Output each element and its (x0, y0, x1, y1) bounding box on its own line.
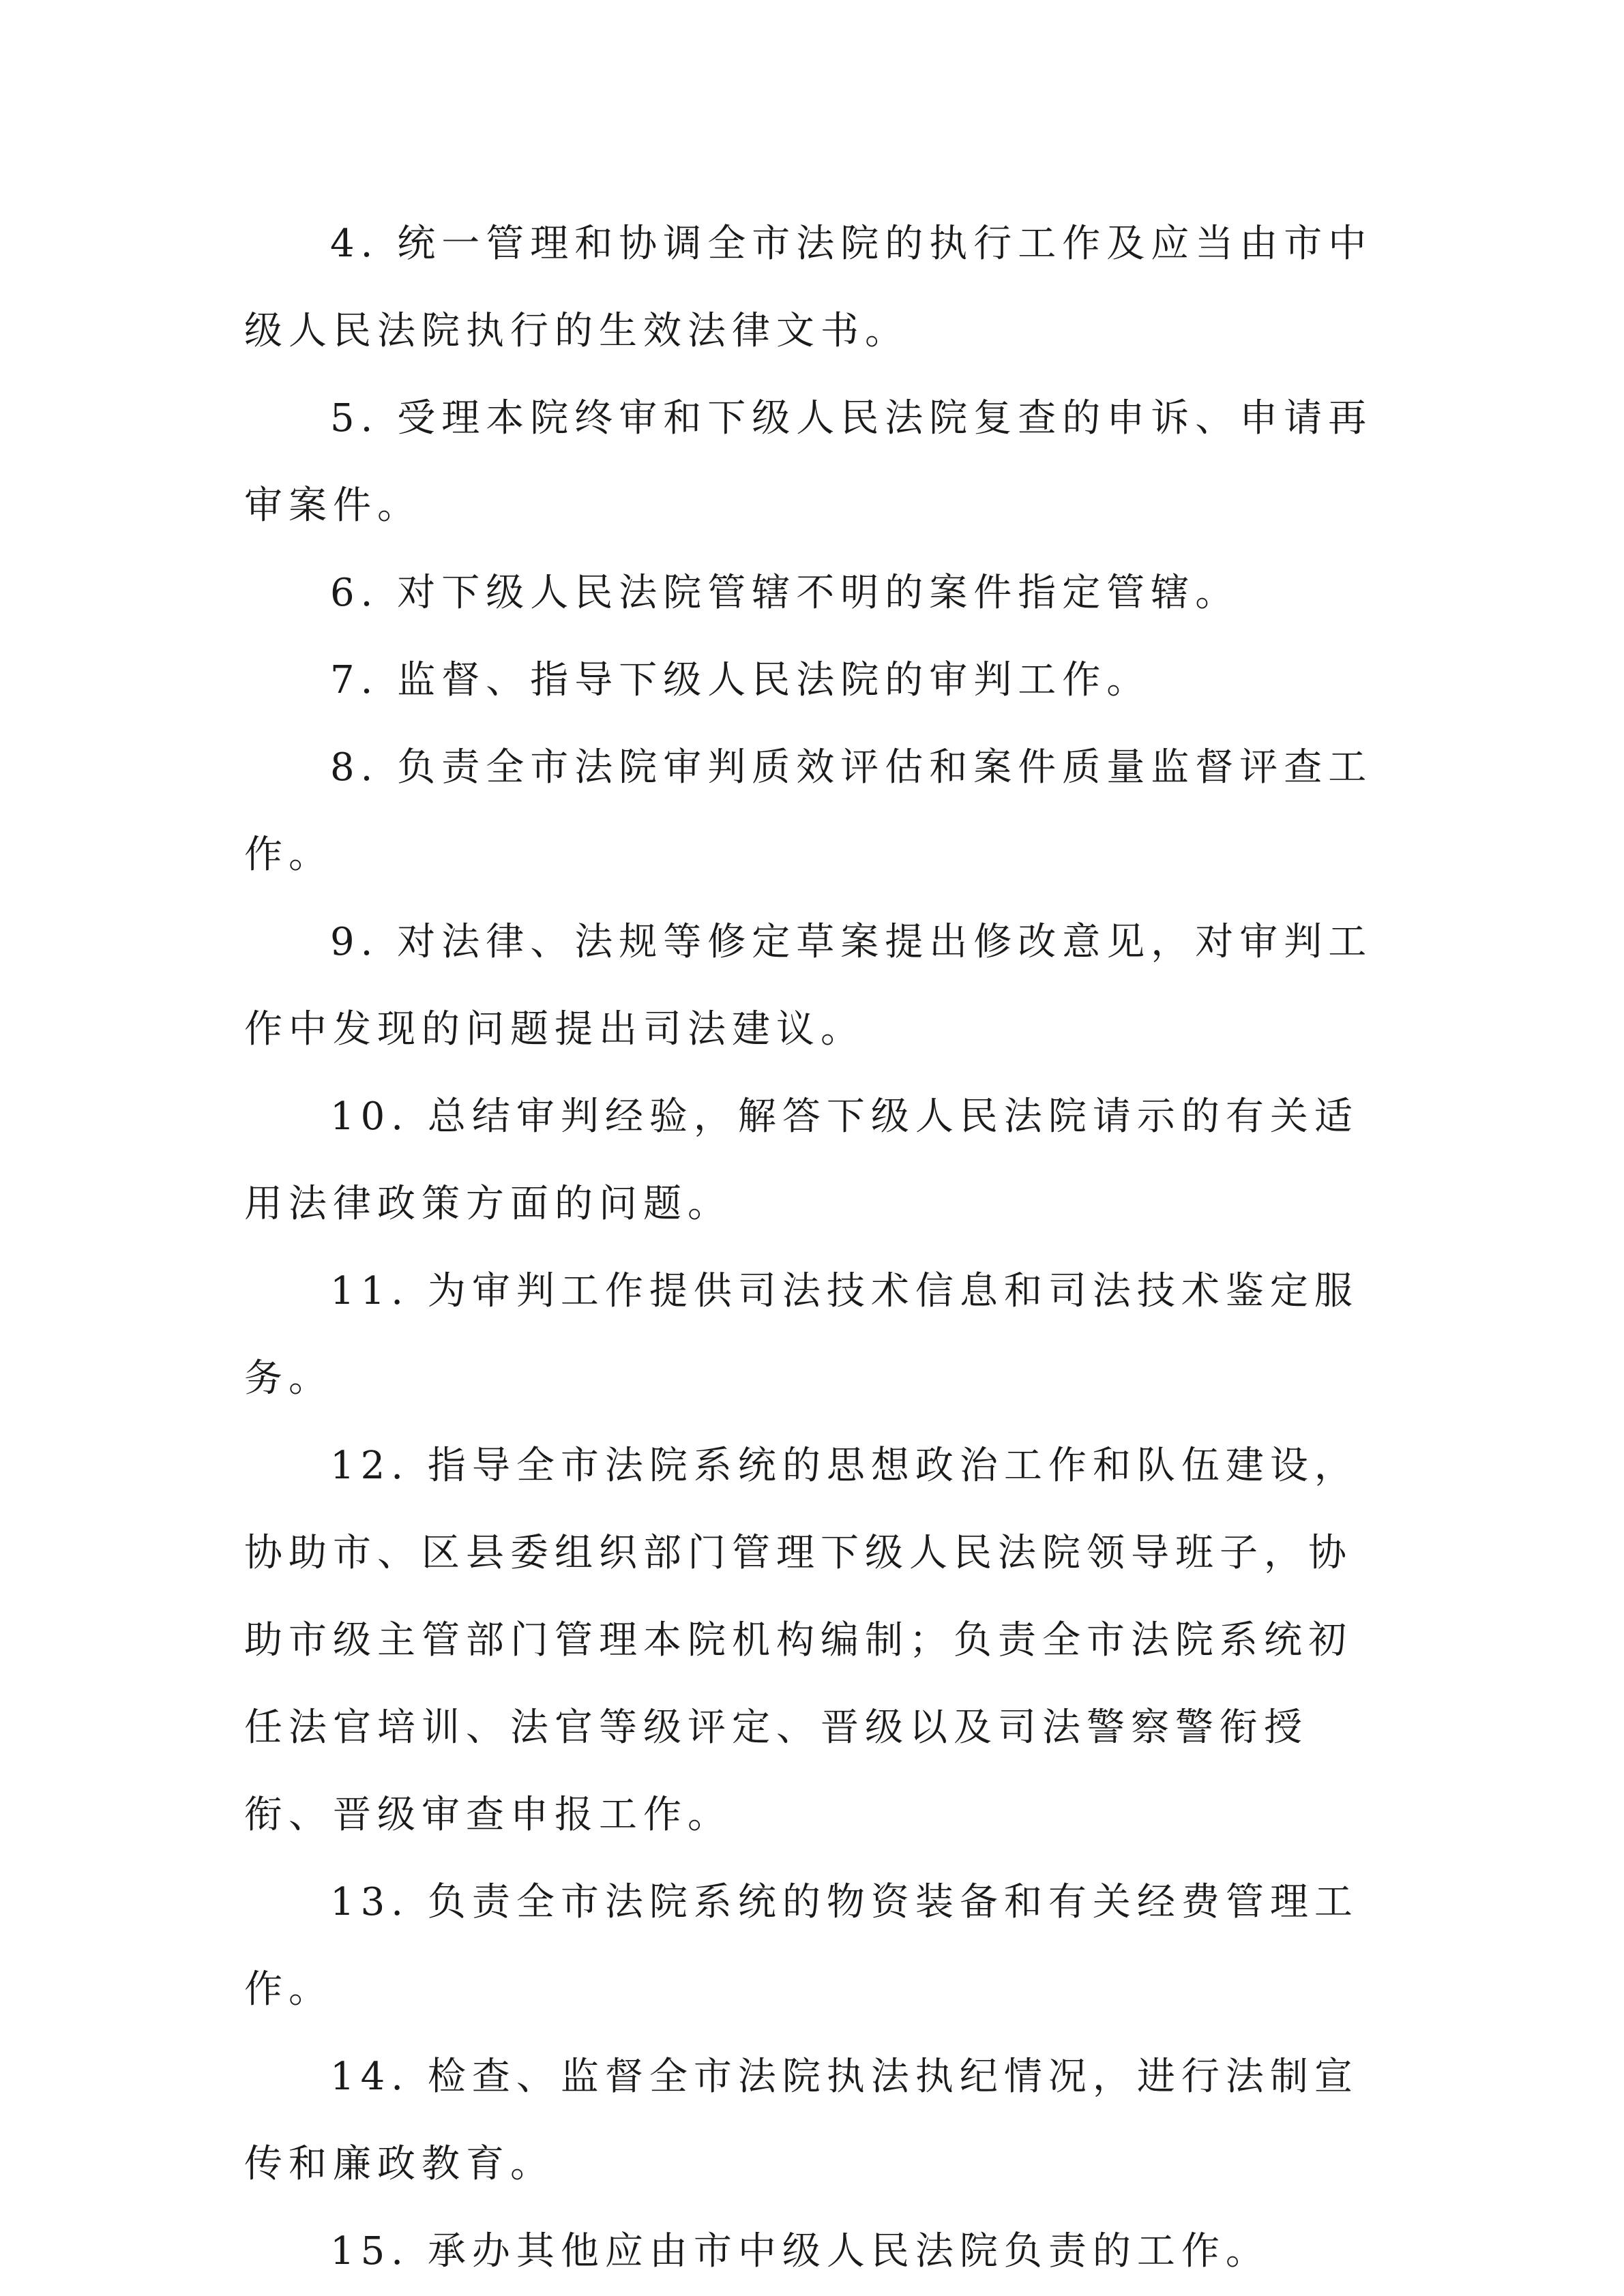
paragraph-item-7: 7. 监督、指导下级人民法院的审判工作。 (330, 658, 1151, 702)
paragraph-item-8: 8. 负责全市法院审判质效评估和案件质量监督评查工作。 (244, 745, 1373, 877)
paragraph-item-13: 13. 负责全市法院系统的物资装备和有关经费管理工作。 (244, 1880, 1359, 2012)
paragraph-item-6: 6. 对下级人民法院管辖不明的案件指定管辖。 (330, 571, 1240, 615)
paragraph-item-4: 4. 统一管理和协调全市法院的执行工作及应当由市中级人民法院执行的生效法律文书。 (244, 222, 1373, 353)
paragraph-item-14: 14. 检查、监督全市法院执法执纪情况，进行法制宣传和廉政教育。 (244, 2055, 1359, 2186)
paragraph-item-10: 10. 总结审判经验，解答下级人民法院请示的有关适用法律政策方面的问题。 (244, 1094, 1359, 1226)
paragraph-item-15: 15. 承办其他应由市中级人民法院负责的工作。 (330, 2229, 1270, 2273)
paragraph-item-5: 5. 受理本院终审和下级人民法院复查的申诉、申请再审案件。 (244, 396, 1373, 528)
paragraph-item-9: 9. 对法律、法规等修定草案提出修改意见，对审判工作中发现的问题提出司法建议。 (244, 920, 1373, 1052)
document-body (244, 200, 1376, 2295)
paragraph-item-11: 11. 为审判工作提供司法技术信息和司法技术鉴定服务。 (244, 1269, 1359, 1401)
paragraph-item-12: 12. 指导全市法院系统的思想政治工作和队伍建设，协助市、区县委组织部门管理下级人民法院领导班子，协助市级主管部门管理本院机构编制；负责全市法院系统初任法官培训、法官等级评定、晋级以及司法警察警衔授衔、晋级审查申报工作。 (244, 1444, 1359, 1837)
